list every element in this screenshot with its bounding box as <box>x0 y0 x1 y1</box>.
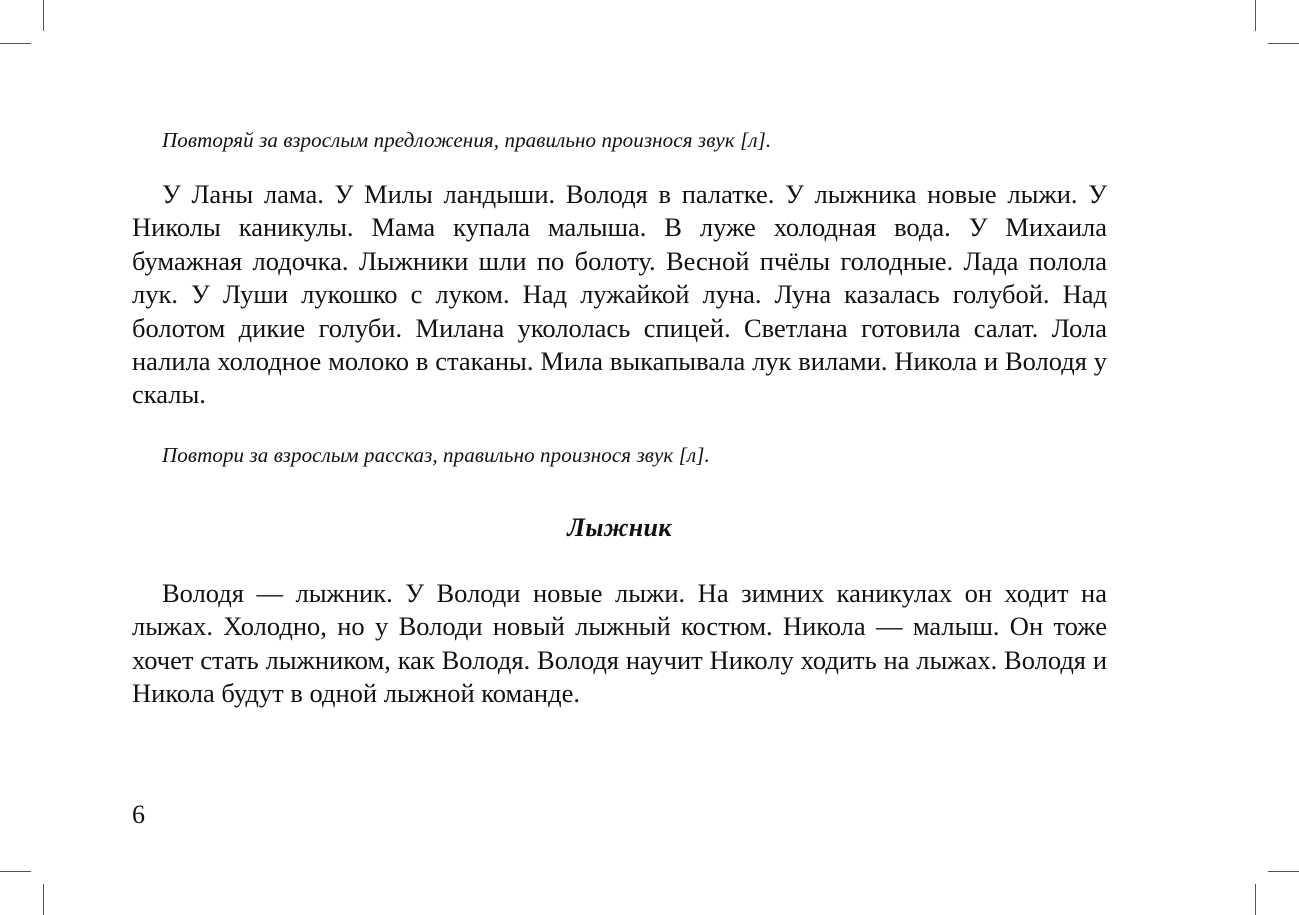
book-page <box>132 0 1107 915</box>
crop-mark-top-left-horizontal <box>0 43 31 44</box>
sentences-paragraph: У Ланы лама. У Милы ландыши. Володя в палатке. У лыжника новые лыжи. У Николы каникулы. Мама купала малыша. В луже холодная вода. У Михаила бумажная лодочка. Лыжники шли по болоту. Весной пчёлы голодные. Лада полола лук. У Луши лукошко с луком. Над лужайкой луна. Луна казалась голубой. Над болотом дикие голуби. Милана укололась спицей. Светлана готовила салат. Лола налила холодное молоко в стаканы. Мила выкапывала лук вилами. Никола и Володя у скалы. <box>132 179 1107 410</box>
crop-mark-bottom-left-horizontal <box>0 871 31 872</box>
page-number: 6 <box>132 800 145 829</box>
story-paragraph: Володя — лыжник. У Володи новые лыжи. На зимних каникулах он ходит на лыжах. Холодно, но у Володи новый лыжный костюм. Никола — малыш. Он тоже хочет стать лыжником, как Володя. Володя научит Николу ходить на лыжах. Володя и Никола будут в одной лыжной команде. <box>132 578 1107 709</box>
crop-mark-bottom-right-horizontal <box>1268 871 1299 872</box>
crop-mark-top-right-horizontal <box>1268 43 1299 44</box>
crop-mark-bottom-left-vertical <box>43 884 44 915</box>
crop-mark-top-left-vertical <box>43 0 44 31</box>
instruction-sentences: Повторяй за взрослым предложения, правильно произнося звук [л]. <box>162 128 772 152</box>
instruction-story: Повтори за взрослым рассказ, правильно произнося звук [л]. <box>162 443 710 467</box>
crop-mark-bottom-right-vertical <box>1255 884 1256 915</box>
crop-mark-top-right-vertical <box>1255 0 1256 31</box>
story-title: Лыжник <box>567 513 672 542</box>
